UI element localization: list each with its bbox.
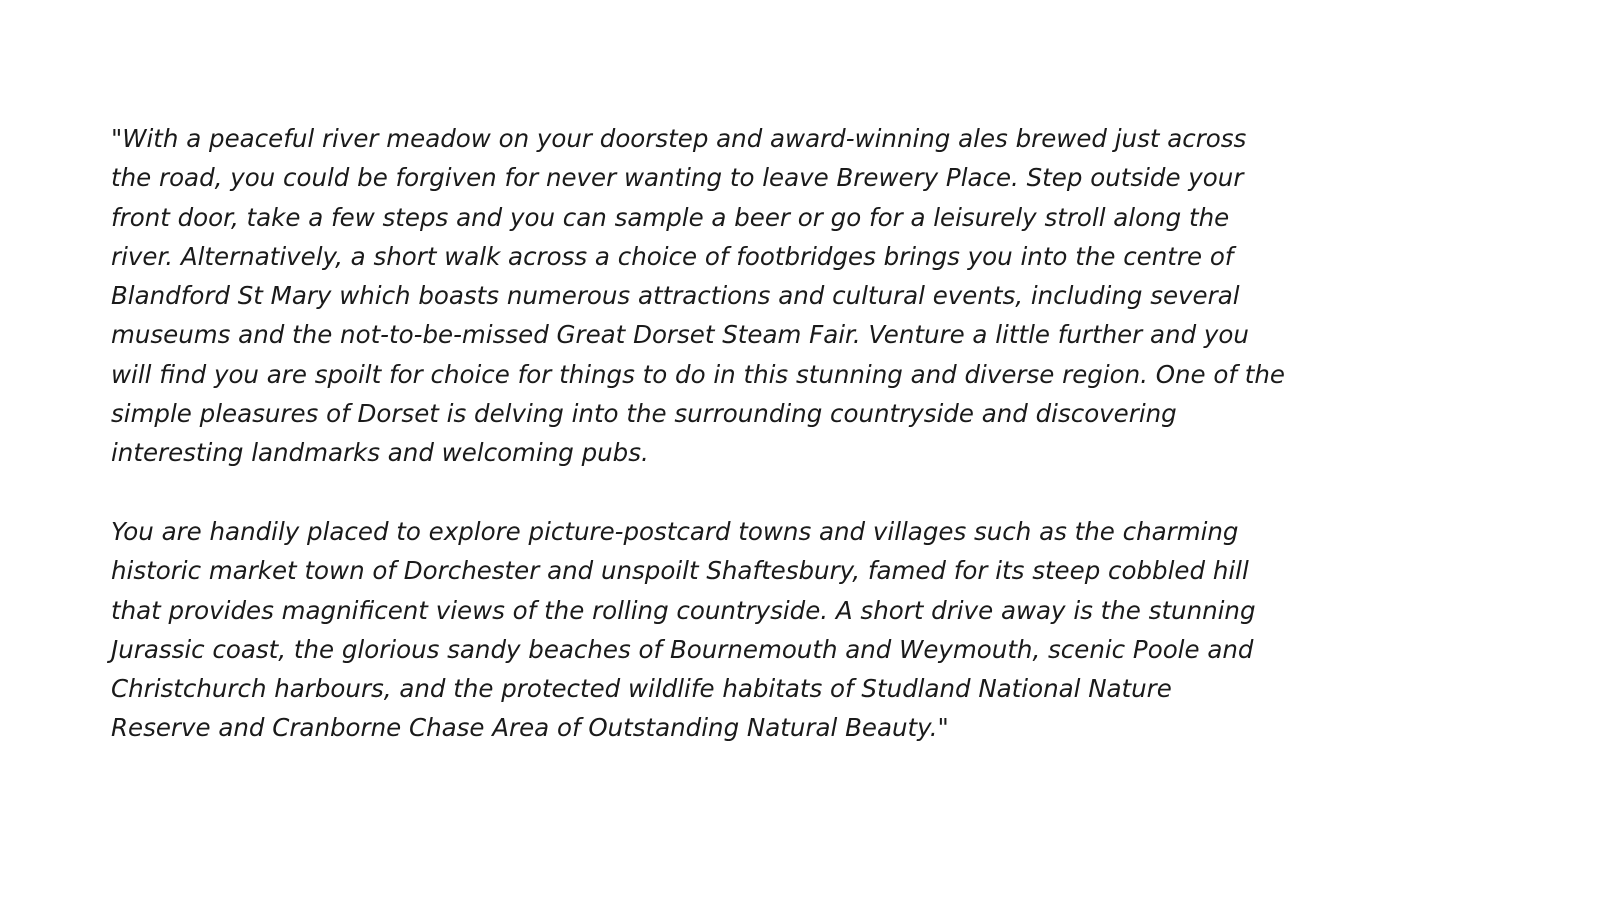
text-line: river. Alternatively, a short walk across a choice of footbridges brings you into the centre of bbox=[111, 241, 1234, 271]
quote-block bbox=[111, 119, 1496, 748]
text-line: interesting landmarks and welcoming pubs. bbox=[111, 438, 649, 468]
text-line: museums and the not-to-be-missed Great Dorset Steam Fair. Venture a little further and you bbox=[111, 320, 1249, 350]
text-line: that provides magnificent views of the rolling countryside. A short drive away is the stunning bbox=[111, 595, 1256, 625]
text-line: Reserve and Cranborne Chase Area of Outstanding Natural Beauty." bbox=[111, 713, 949, 743]
text-line: historic market town of Dorchester and unspoilt Shaftesbury, famed for its steep cobbled hill bbox=[111, 556, 1249, 586]
text-line: Blandford St Mary which boasts numerous attractions and cultural events, including several bbox=[111, 281, 1240, 311]
text-line: will find you are spoilt for choice for things to do in this stunning and diverse region. One of the bbox=[111, 359, 1286, 389]
text-line: front door, take a few steps and you can sample a beer or go for a leisurely stroll along the bbox=[111, 202, 1230, 232]
quote-paragraph-2 bbox=[111, 512, 1496, 748]
text-line: Christchurch harbours, and the protected wildlife habitats of Studland National Nature bbox=[111, 674, 1172, 704]
text-line: "With a peaceful river meadow on your doorstep and award-winning ales brewed just across bbox=[111, 124, 1247, 153]
text-line: You are handily placed to explore picture-postcard towns and villages such as the charming bbox=[111, 516, 1239, 546]
text-line: Jurassic coast, the glorious sandy beaches of Bournemouth and Weymouth, scenic Poole and bbox=[111, 634, 1254, 664]
text-line: simple pleasures of Dorset is delving into the surrounding countryside and discovering bbox=[111, 399, 1177, 429]
quote-paragraph-1 bbox=[111, 119, 1496, 473]
paragraph-gap bbox=[111, 473, 1496, 512]
text-line: the road, you could be forgiven for never wanting to leave Brewery Place. Step outside your bbox=[111, 163, 1244, 193]
